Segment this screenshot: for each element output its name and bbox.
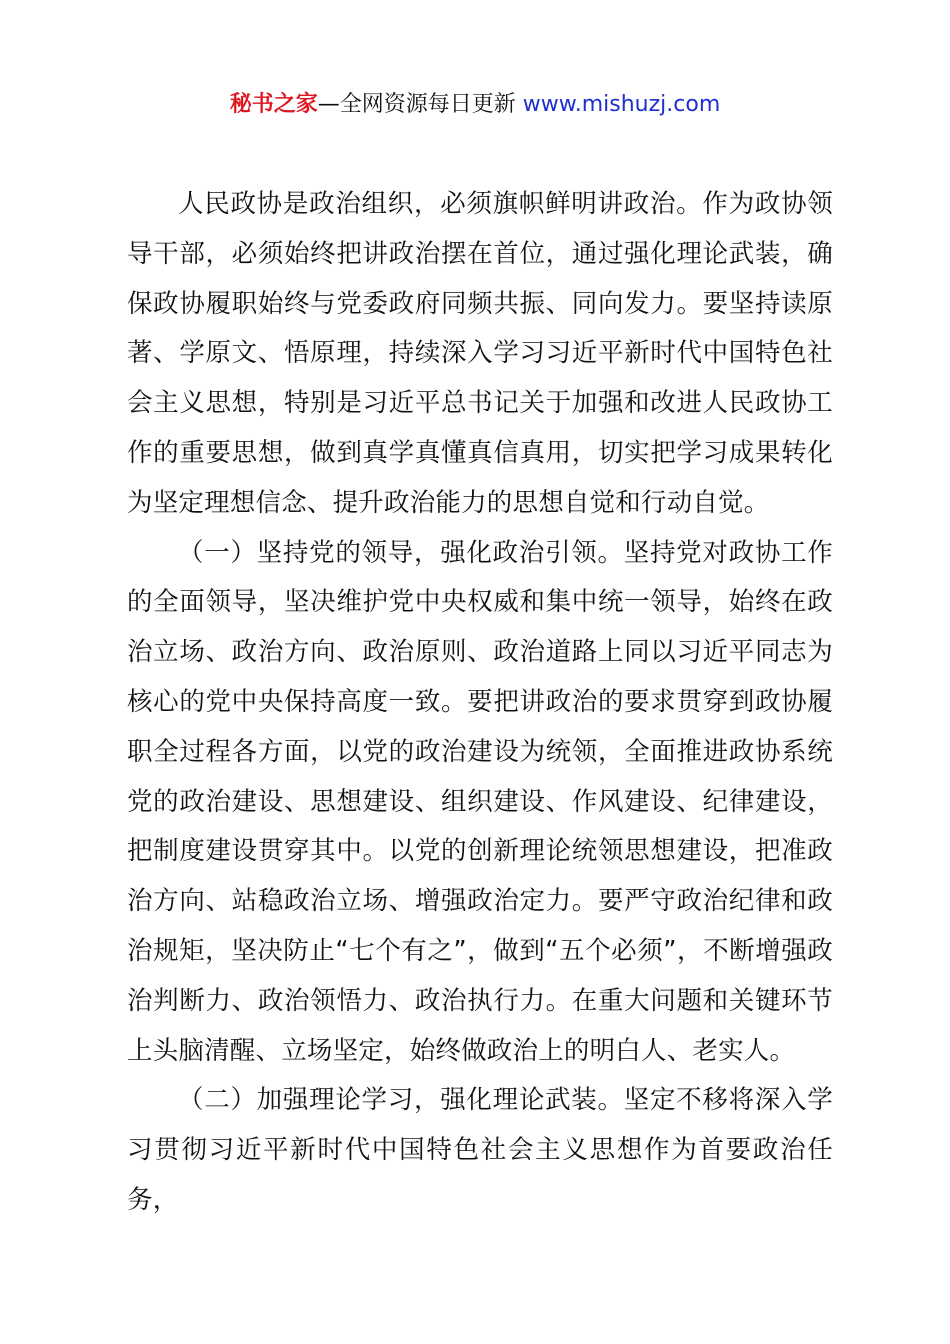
paragraph-section-2: （二）加强理论学习，强化理论武装。坚定不移将深入学习贯彻习近平新时代中国特色社会主义思想作为首要政治任务， <box>127 1085 833 1215</box>
document-body <box>127 180 833 1226</box>
paragraph-section-1: （一）坚持党的领导，强化政治引领。坚持党对政协工作的全面领导，坚决维护党中央权威和集中统一领导，始终在政治立场、政治方向、政治原则、政治道路上同以习近平同志为核心的党中央保持高度一致。要把讲政治的要求贯穿到政协履职全过程各方面，以党的政治建设为统领，全面推进政协系统党的政治建设、思想建设、组织建设、作风建设、纪律建设，把制度建设贯穿其中。以党的创新理论统领思想建设，把准政治方向、站稳政治立场、增强政治定力。要严守政治纪律和政治规矩，坚决防止“七个有之”，做到“五个必须”，不断增强政治判断力、政治领悟力、政治执行力。在重大问题和关键环节上头脑清醒、立场坚定，始终做政治上的明白人、老实人。 <box>127 537 833 1066</box>
paragraph-intro: 人民政协是政治组织，必须旗帜鲜明讲政治。作为政协领导干部，必须始终把讲政治摆在首位，通过强化理论武装，确保政协履职始终与党委政府同频共振、同向发力。要坚持读原著、学原文、悟原理，持续深入学习习近平新时代中国特色社会主义思想，特别是习近平总书记关于加强和改进人民政协工作的重要思想，做到真学真懂真信真用，切实把学习成果转化为坚定理想信念、提升政治能力的思想自觉和行动自觉。 <box>127 189 833 518</box>
page-header <box>0 88 950 122</box>
brand-name: 秘书之家 <box>229 92 318 117</box>
header-tagline: —全网资源每日更新 <box>317 92 516 117</box>
website-link[interactable]: www.mishuzj.com <box>522 92 721 117</box>
